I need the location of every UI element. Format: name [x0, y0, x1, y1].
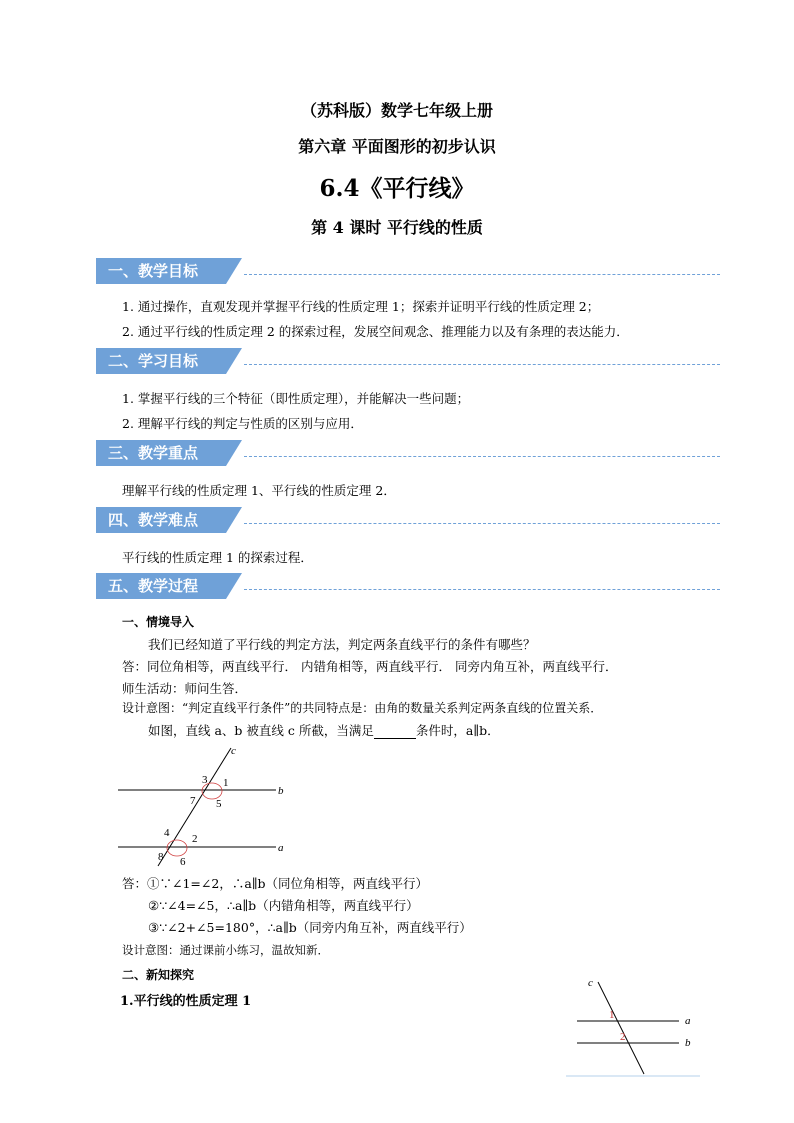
angle-label-4: 4 — [164, 827, 170, 839]
angle-label-1: 1 — [223, 777, 229, 789]
label-a: a — [685, 1015, 691, 1027]
label-a: a — [278, 842, 284, 854]
section-learning-goals — [96, 346, 720, 376]
question-text: 我们已经知道了平行线的判定方法，判定两条直线平行的条件有哪些？ — [148, 637, 536, 652]
dashed-divider — [244, 456, 720, 457]
dashed-divider — [244, 523, 720, 524]
section-key-points — [96, 438, 720, 468]
book-title: （苏科版）数学七年级上册 — [300, 101, 493, 120]
period-title: 第 4 课时 平行线的性质 — [311, 218, 483, 237]
answer-line: ③∵∠2+∠5=180°，∴a∥b（同旁内角互补，两直线平行） — [148, 920, 472, 935]
subsection-title: 二、新知探究 — [122, 968, 195, 982]
goal-line: 2. 通过平行线的性质定理 2 的探索过程，发展空间观念、推理能力以及有条理的表达能力． — [122, 324, 629, 339]
learning-line: 1. 掌握平行线的三个特征（即性质定理），并能解决一些问题； — [122, 391, 470, 406]
angle-label-6: 6 — [180, 856, 186, 868]
angle-label-8: 8 — [158, 851, 164, 863]
angle-label-7: 7 — [190, 795, 196, 807]
dashed-divider — [244, 589, 720, 590]
angle-label-1: 1 — [609, 1009, 615, 1021]
theorem-figure — [564, 976, 704, 1080]
section-label: 五、教学过程 — [96, 573, 226, 599]
theorem-title: 1.平行线的性质定理 1 — [120, 994, 252, 1009]
dashed-divider — [244, 274, 720, 275]
angle-arc — [167, 840, 187, 856]
section-label: 一、教学目标 — [96, 258, 226, 284]
label-b: b — [278, 785, 284, 797]
question-part: 条件时，a∥b． — [415, 723, 500, 738]
section-label: 二、学习目标 — [96, 348, 226, 374]
label-c: c — [231, 745, 236, 757]
answer-line: ②∵∠4=∠5，∴a∥b（内错角相等，两直线平行） — [148, 898, 419, 913]
learning-line: 2. 理解平行线的判定与性质的区别与应用． — [122, 416, 363, 431]
label-c: c — [588, 977, 593, 989]
fill-blank-question — [148, 721, 500, 739]
question-part: 如图，直线 a、b 被直线 c 所截，当满足 — [148, 723, 374, 738]
lesson-title: 6.4《平行线》 — [319, 175, 475, 202]
angle-label-3: 3 — [202, 774, 208, 786]
goal-line: 1. 通过操作，直观发现并掌握平行线的性质定理 1；探索并证明平行线的性质定理 2； — [122, 299, 600, 314]
difficulty-text: 平行线的性质定理 1 的探索过程． — [122, 550, 313, 565]
dashed-divider — [244, 364, 720, 365]
blank-field — [374, 726, 416, 739]
answer-line: 答：①∵∠1=∠2，∴a∥b（同位角相等，两直线平行） — [122, 876, 429, 891]
key-point-text: 理解平行线的性质定理 1、平行线的性质定理 2． — [122, 483, 396, 498]
parallel-lines-figure — [118, 744, 298, 868]
chapter-title: 第六章 平面图形的初步认识 — [298, 137, 496, 156]
design-intent-text: 设计意图：通过课前小练习，温故知新． — [122, 943, 329, 957]
section-label: 三、教学重点 — [96, 440, 226, 466]
section-teaching-goals — [96, 256, 720, 286]
answer-text: 答：同位角相等，两直线平行． 内错角相等，两直线平行． 同旁内角互补，两直线平行． — [122, 659, 618, 674]
angle-label-5: 5 — [216, 798, 222, 810]
line-c — [598, 982, 644, 1074]
angle-label-2: 2 — [620, 1031, 626, 1043]
subsection-title: 一、情境导入 — [122, 615, 195, 629]
design-intent-text: 设计意图：“判定直线平行条件”的共同特点是：由角的数量关系判定两条直线的位置关系． — [122, 701, 603, 715]
angle-label-2: 2 — [192, 833, 198, 845]
activity-text: 师生活动：师问生答． — [122, 681, 248, 696]
section-label: 四、教学难点 — [96, 507, 226, 533]
section-teaching-process — [96, 571, 720, 601]
label-b: b — [685, 1037, 691, 1049]
section-difficulties — [96, 505, 720, 535]
